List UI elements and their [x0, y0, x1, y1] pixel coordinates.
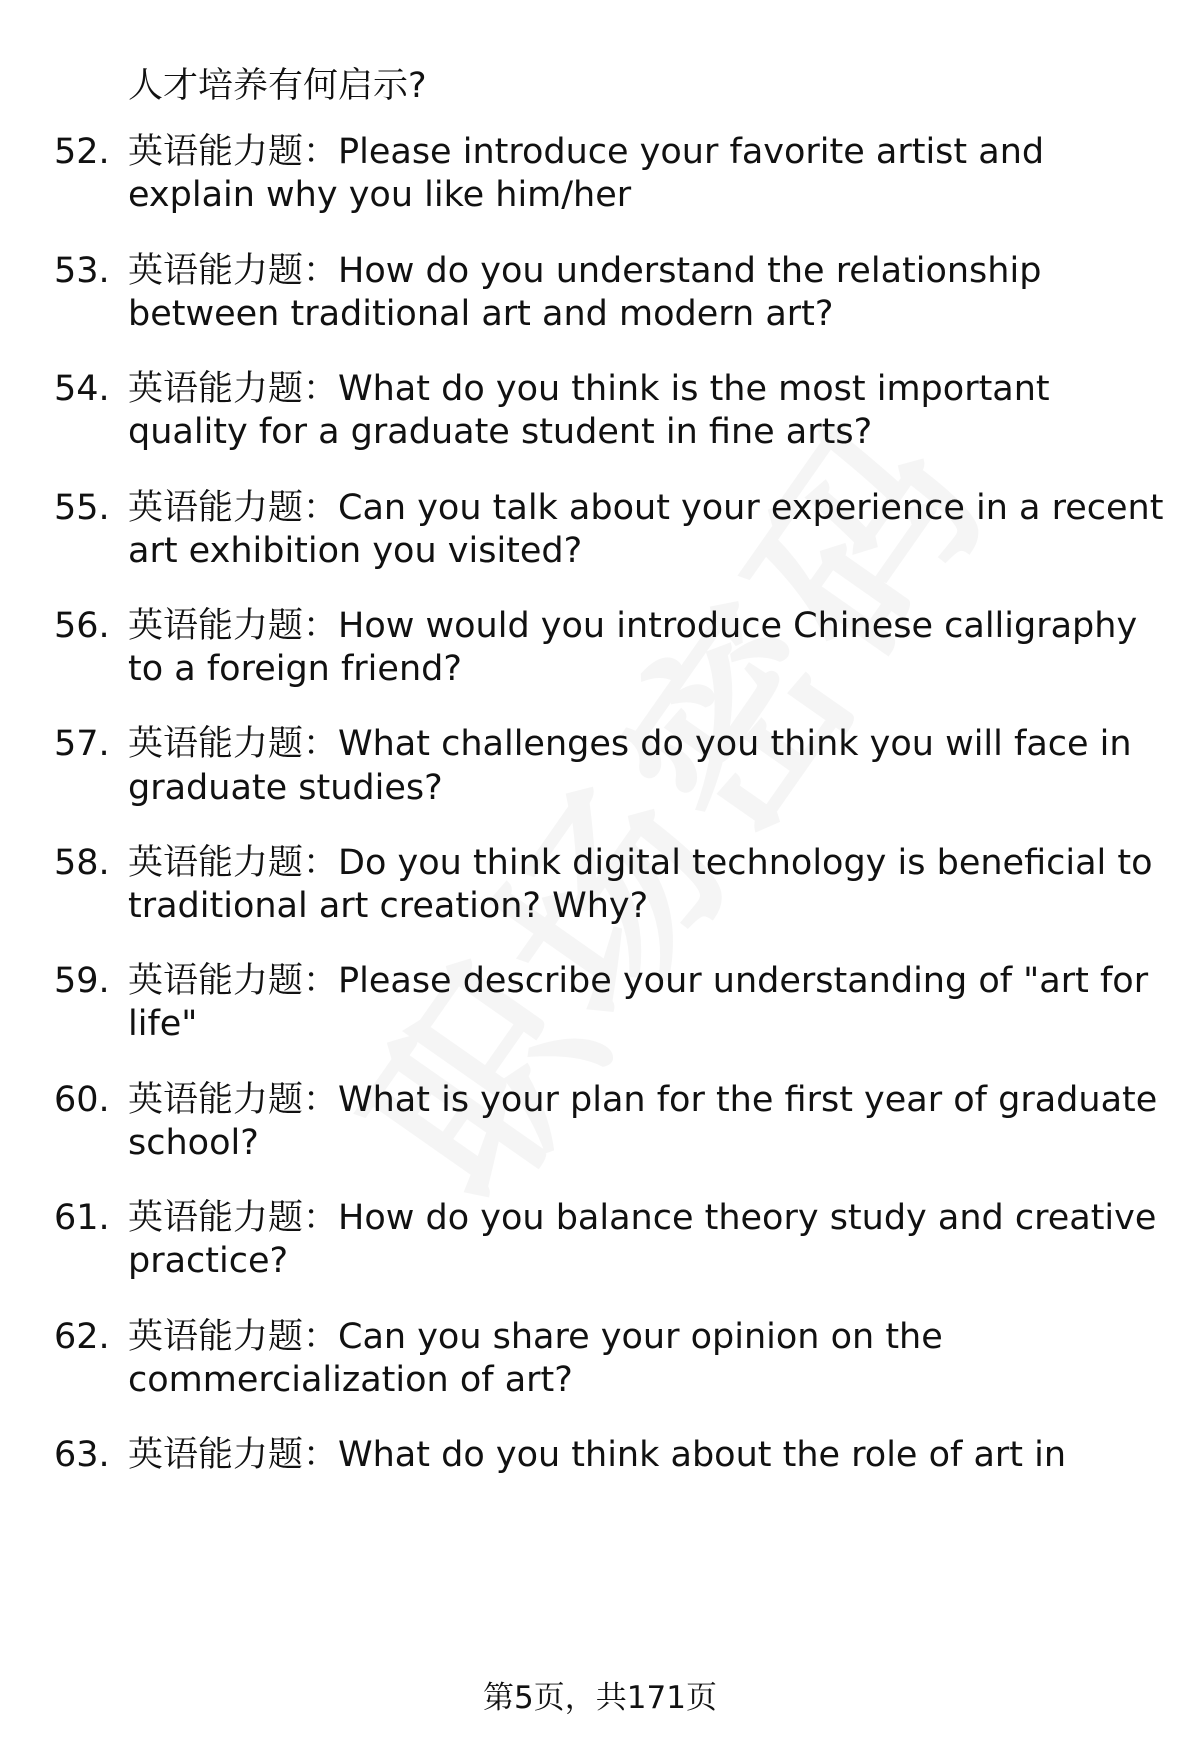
question-prefix: 英语能力题： [128, 1317, 339, 1357]
question-line-2: commercialization of art? [128, 1360, 573, 1400]
question-line-1 [128, 247, 1041, 295]
question-number: 55. [54, 488, 110, 528]
question-line-2: life" [128, 1004, 198, 1044]
question-text: What do you think about the role of art in [338, 1435, 1067, 1475]
question-number: 57. [54, 724, 110, 764]
question-number: 61. [54, 1198, 110, 1238]
question-prefix: 英语能力题： [128, 369, 339, 409]
question-line-2: school? [128, 1123, 259, 1163]
question-line-1 [128, 1076, 1157, 1124]
question-prefix: 英语能力题： [128, 1435, 339, 1475]
question-line-1 [128, 484, 1163, 532]
question-line-1 [128, 720, 1132, 768]
question-text: How would you introduce Chinese calligraphy [338, 606, 1138, 646]
question-line-2: traditional art creation? Why? [128, 886, 649, 926]
question-line-1 [128, 1313, 943, 1361]
question-prefix: 英语能力题： [128, 961, 339, 1001]
question-line-1 [128, 128, 1044, 176]
question-prefix: 英语能力题： [128, 724, 339, 764]
question-line-2: between traditional art and modern art? [128, 294, 834, 334]
question-text: Can you talk about your experience in a recent [338, 488, 1164, 528]
question-line-1 [128, 839, 1153, 887]
question-number: 52. [54, 132, 110, 172]
question-line-2: to a foreign friend? [128, 649, 462, 689]
question-prefix: 英语能力题： [128, 1080, 339, 1120]
question-prefix: 英语能力题： [128, 843, 339, 883]
question-number: 62. [54, 1317, 110, 1357]
page-footer: 第5页，共171页 [483, 1680, 717, 1716]
question-prefix: 英语能力题： [128, 488, 339, 528]
question-line-1 [128, 365, 1050, 413]
continuation-text: 人才培养有何启示? [128, 66, 427, 106]
question-line-1 [128, 1194, 1156, 1242]
question-number: 60. [54, 1080, 110, 1120]
question-text: Please introduce your favorite artist and [338, 132, 1045, 172]
question-line-2: quality for a graduate student in fine arts? [128, 412, 873, 452]
question-prefix: 英语能力题： [128, 132, 339, 172]
question-text: What do you think is the most important [338, 369, 1050, 409]
question-number: 63. [54, 1435, 110, 1475]
question-text: Can you share your opinion on the [338, 1317, 943, 1357]
question-line-2: art exhibition you visited? [128, 531, 583, 571]
question-prefix: 英语能力题： [128, 1198, 339, 1238]
question-line-2: practice? [128, 1241, 289, 1281]
question-text: What challenges do you think you will face in [338, 724, 1132, 764]
question-line-2: explain why you like him/her [128, 175, 632, 215]
question-number: 54. [54, 369, 110, 409]
question-text: Please describe your understanding of "art for [338, 961, 1149, 1001]
question-text: Do you think digital technology is beneficial to [338, 843, 1153, 883]
question-number: 59. [54, 961, 110, 1001]
question-line-1 [128, 957, 1148, 1005]
question-line-2: graduate studies? [128, 768, 443, 808]
question-text: How do you understand the relationship [338, 251, 1042, 291]
question-text: How do you balance theory study and creative [338, 1198, 1157, 1238]
question-line-1 [128, 1431, 1066, 1479]
question-prefix: 英语能力题： [128, 251, 339, 291]
question-prefix: 英语能力题： [128, 606, 339, 646]
question-number: 58. [54, 843, 110, 883]
question-text: What is your plan for the first year of graduate [338, 1080, 1158, 1120]
question-number: 56. [54, 606, 110, 646]
question-line-1 [128, 602, 1137, 650]
question-number: 53. [54, 251, 110, 291]
